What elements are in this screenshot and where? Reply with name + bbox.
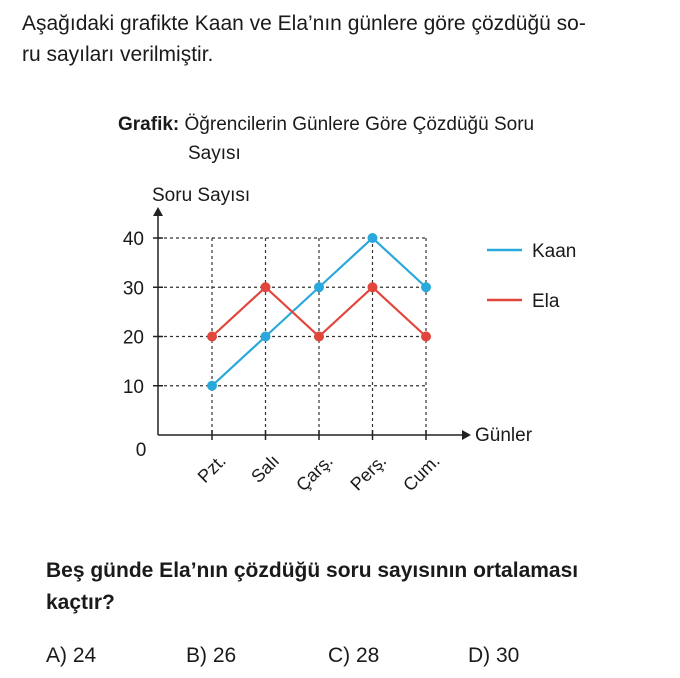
option-b[interactable]: B) 26 [186, 644, 237, 667]
x-tick-label: Pzt. [193, 450, 230, 487]
data-point [368, 282, 378, 292]
y-axis-arrow [153, 207, 163, 216]
x-tick-label: Cum. [399, 450, 444, 496]
intro-line-2: ru sayıları verilmiştir. [22, 43, 214, 66]
legend-label-kaan: Kaan [532, 241, 577, 262]
origin-label: 0 [135, 440, 147, 461]
y-axis-label: Soru Sayısı [152, 185, 251, 206]
intro-line-1: Aşağıdaki grafikte Kaan ve Ela’nın günlere göre çözdüğü so- [22, 12, 586, 35]
x-tick-label: Salı [247, 450, 284, 487]
data-point [314, 332, 324, 342]
chart-caption-text: Öğrencilerin Günlere Göre Çözdüğü Soru [184, 114, 535, 135]
data-point [207, 332, 217, 342]
data-point [261, 282, 271, 292]
chart-ticks [123, 229, 444, 495]
legend-label-ela: Ela [532, 291, 560, 312]
question-text [46, 555, 666, 619]
question-line-2: kaçtır? [46, 591, 115, 614]
y-tick-label: 10 [122, 376, 144, 398]
data-point [421, 282, 431, 292]
data-point [261, 332, 271, 342]
data-point [314, 282, 324, 292]
data-point [368, 233, 378, 243]
option-c[interactable]: C) 28 [328, 644, 380, 667]
data-point [421, 332, 431, 342]
question-line-1: Beş günde Ela’nın çözdüğü soru sayısının ortalaması [46, 559, 579, 582]
chart-caption-text-cont: Sayısı [188, 143, 241, 164]
x-tick-label: Perş. [346, 450, 391, 495]
chart-legend [487, 241, 576, 312]
y-tick-label: 20 [122, 327, 144, 349]
answer-options [46, 640, 646, 674]
data-point [207, 381, 217, 391]
chart-grid [158, 238, 426, 435]
option-a[interactable]: A) 24 [46, 644, 97, 667]
x-tick-label: Çarş. [292, 450, 337, 496]
chart-caption-label: Grafik: [118, 114, 180, 135]
y-tick-label: 30 [122, 278, 144, 300]
y-tick-label: 40 [122, 229, 144, 250]
x-axis-arrow [462, 430, 471, 440]
option-d[interactable]: D) 30 [468, 644, 520, 667]
x-axis-label: Günler [475, 425, 533, 446]
